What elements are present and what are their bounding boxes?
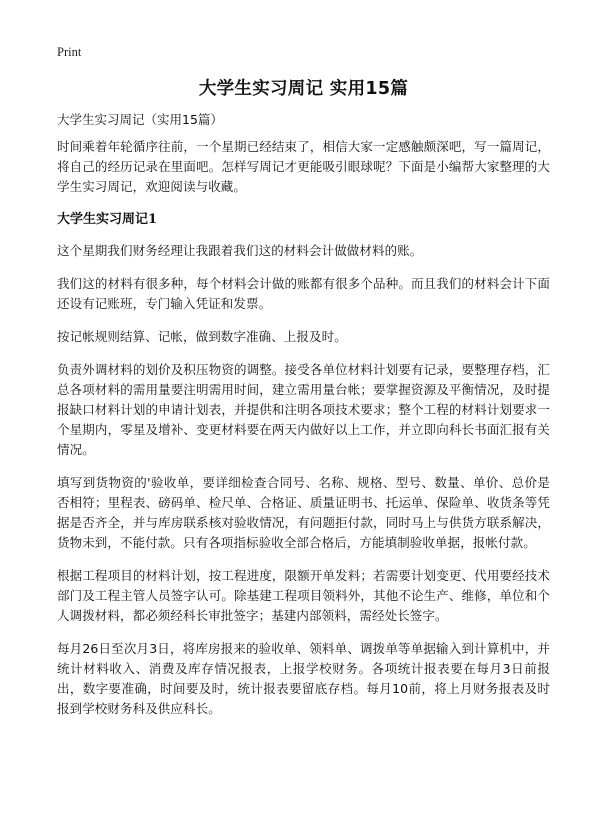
paragraph: 负责外调材料的划价及积压物资的调整。接受各单位材料计划要有记录，要整理存档，汇总各项材料的需用量要注明需用时间，建立需用量台帐；要掌握资源及平衡情况，及时提报缺口材料计划的申请计划表，并提供和注明各项技术要求；整个工程的材料计划要求一个星期内，零星及增补、变更材料要在两天内做好以上工作，并立即向科长书面汇报有关情况。 xyxy=(57,362,550,457)
subtitle: 大学生实习周记（实用15篇） xyxy=(57,112,223,127)
paragraph: 填写到货物资的'验收单，要详细检查合同号、名称、规格、型号、数量、单价、总价是否相符；里程表、磅码单、检尺单、合格证、质量证明书、托运单、保险单、收货条等凭据是否齐全，并与库房联系核对验收情况，有问题拒付款，同时马上与供货方联系解决，货物未到，不能付款。只有各项指标验收全部合格后，方能填制验收单据，报帐付款。 xyxy=(57,475,550,550)
page-title: 大学生实习周记 实用15篇 xyxy=(198,79,409,99)
section-heading: 大学生实习周记1 xyxy=(57,212,158,227)
paragraph: 按记帐规则结算、记帐，做到数字准确、上报及时。 xyxy=(57,329,347,344)
paragraph: 根据工程项目的材料计划，按工程进度，限额开单发料；若需要计划变更、代用要经技术部门及工程主管人员签字认可。除基建工程项目领料外，其他不论生产、维修，单位和个人调拨材料，都必须经科长审批签字；基建内部领料，需经处长签字。 xyxy=(57,568,550,623)
intro-paragraph: 时间乘着年轮循序往前，一个星期已经结束了，相信大家一定感触颇深吧，写一篇周记，将自己的经历记录在里面吧。怎样写周记才更能吸引眼球呢？下面是小编帮大家整理的大学生实习周记，欢迎阅读与收藏。 xyxy=(57,139,550,194)
paragraph: 这个星期我们财务经理让我跟着我们这的材料会计做做材料的账。 xyxy=(57,243,423,258)
paragraph: 我们这的材料有很多种，每个材料会计做的账都有很多个品种。而且我们的材料会计下面还设有记账班，专门输入凭证和发票。 xyxy=(57,276,550,311)
print-link[interactable]: Print xyxy=(57,45,82,59)
paragraph: 每月26日至次月3日，将库房报来的验收单、领料单、调拨单等单据输入到计算机中，并统计材料收入、消费及库存情况报表，上报学校财务。各项统计报表要在每月3日前报出，数字要准确，时间要及时，统计报表要留底存档。每月10前，将上月财务报表及时报到学校财务科及供应科长。 xyxy=(57,641,550,716)
